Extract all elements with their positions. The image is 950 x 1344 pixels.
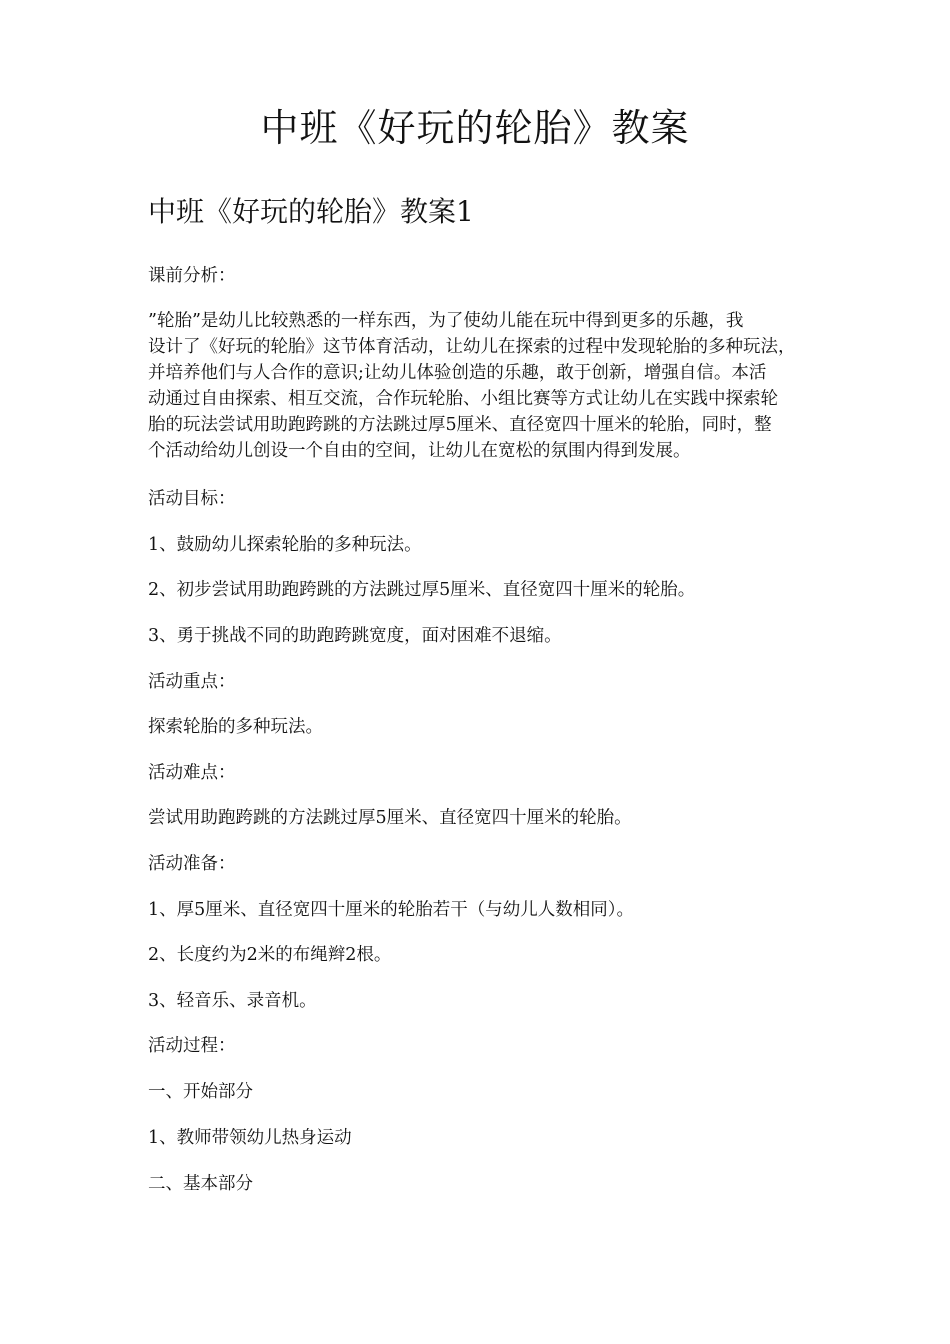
pre-analysis-paragraph — [148, 308, 843, 464]
goal-item: 2、初步尝试用助跑跨跳的方法跳过厚5厘米、直径宽四十厘米的轮胎。 — [148, 580, 696, 600]
key-point-text: 探索轮胎的多种玩法。 — [148, 717, 323, 737]
paragraph-line: 胎的玩法尝试用助跑跨跳的方法跳过厚5厘米、直径宽四十厘米的轮胎，同时，整 — [148, 415, 772, 435]
preparation-label: 活动准备： — [148, 854, 236, 874]
paragraph-line: 并培养他们与人合作的意识;让幼儿体验创造的乐趣，敢于创新，增强自信。本活 — [148, 363, 767, 383]
process-label: 活动过程： — [148, 1036, 236, 1056]
section-title: 中班《好玩的轮胎》教案1 — [148, 195, 474, 228]
process-item: 1、教师带领幼儿热身运动 — [148, 1128, 352, 1148]
goal-item: 3、勇于挑战不同的助跑跨跳宽度，面对困难不退缩。 — [148, 626, 562, 646]
difficulty-text: 尝试用助跑跨跳的方法跳过厚5厘米、直径宽四十厘米的轮胎。 — [148, 808, 632, 828]
document-title: 中班《好玩的轮胎》教案 — [260, 106, 690, 150]
goals-label: 活动目标： — [148, 489, 236, 509]
paragraph-line: ”轮胎”是幼儿比较熟悉的一样东西，为了使幼儿能在玩中得到更多的乐趣，我 — [148, 311, 744, 331]
goal-item: 1、鼓励幼儿探索轮胎的多种玩法。 — [148, 535, 422, 555]
paragraph-line: 设计了《好玩的轮胎》这节体育活动，让幼儿在探索的过程中发现轮胎的多种玩法， — [148, 337, 796, 357]
preparation-item: 2、长度约为2米的布绳辫2根。 — [148, 945, 392, 965]
paragraph-line: 动通过自由探索、相互交流，合作玩轮胎、小组比赛等方式让幼儿在实践中探索轮 — [148, 389, 778, 409]
preparation-item: 3、轻音乐、录音机。 — [148, 991, 317, 1011]
difficulty-label: 活动难点： — [148, 763, 236, 783]
process-item: 二、基本部分 — [148, 1174, 253, 1194]
process-item: 一、开始部分 — [148, 1082, 253, 1102]
pre-analysis-label: 课前分析： — [148, 266, 236, 286]
preparation-item: 1、厚5厘米、直径宽四十厘米的轮胎若干（与幼儿人数相同）。 — [148, 900, 635, 920]
paragraph-line: 个活动给幼儿创设一个自由的空间，让幼儿在宽松的氛围内得到发展。 — [148, 441, 691, 461]
key-point-label: 活动重点： — [148, 672, 236, 692]
